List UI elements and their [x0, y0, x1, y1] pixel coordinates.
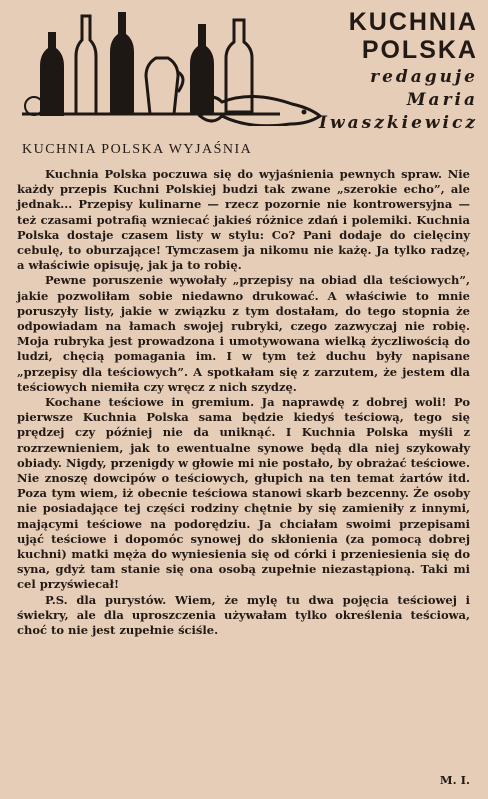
article-paragraph: Kochane teściowe in gremium. Ja naprawdę z dobrej woli! Po pierwsze Kuchnia Polska sama będzie kiedyś teściową, tego się prędzej czy później nie da uniknąć. I Kuchnia Polska myśli z rozrzewnieniem, jak to ewentualne synowe będą dla niej szykowały obiady. Nigdy, przenigdy w głowie mi nie postało, by obrażać teściowe. Nie znoszę dowcipów o teściowych, głupich na ten temat żartów itd. Poza tym wiem, iż obecnie teściowa stanowi skarb bezcenny. Że osoby nie posiadające tej części rodziny chętnie by się zamieniły z innymi, mającymi teściowe na podorędziu. Ja chciałam swoimi przepisami ująć teściowe i dopomóc synowej do skłonienia (za pomocą dobrej kuchni) matki męża do wyniesienia się od córki i przeniesienia się do syna, gdyż tam stanie się ona osobą zupełnie niezastąpioną. Taki mi cel przyświecał! — [17, 395, 470, 592]
article-subtitle: KUCHNIA POLSKA WYJAŚNIA — [22, 142, 253, 157]
column-header — [12, 0, 488, 150]
editor-last-name: Iwaszkiewicz — [319, 113, 478, 133]
editor-first-name: Maria — [406, 90, 478, 110]
article-body — [17, 167, 470, 638]
article-paragraph: Pewne poruszenie wywołały „przepisy na obiad dla teściowych”, jakie pozwoliłam sobie niedawno drukować. A właściwie to mnie poruszyły listy, jakie w związku z tym dostałam, do tego stopnia że odpowiadam na łamach swojej rubryki, czego zazwyczaj nie robię. Moja rubryka jest prowadzona i umotywowana wielką życzliwością do ludzi, chęcią pomagania im. I w tym też duchu były napisane „przepisy dla teściowych”. A spotkałam się z zarzutem, że jestem dla teściowych niemiła czy wręcz z nich szydzę. — [17, 273, 470, 394]
column-title-line2: POLSKA — [361, 36, 478, 64]
column-title-line1: KUCHNIA — [348, 8, 478, 36]
bottles-fish-illustration-icon — [22, 6, 342, 126]
column-title-block — [318, 8, 478, 135]
article-paragraph: P.S. dla purystów. Wiem, że mylę tu dwa pojęcia teściowej i świekry, ale dla uproszczenia używałam tylko określenia teściowa, choć to nie jest zupełnie ściśle. — [17, 592, 470, 638]
article-paragraph: Kuchnia Polska poczuwa się do wyjaśnienia pewnych spraw. Nie każdy przepis Kuchni Polskiej budzi tak zwane „szerokie echo”, ale jednak... Przepisy kulinarne — rzecz pozornie nie kontrowersyjna — też czasami potrafią wzniecać jakieś różnice zdań i polemiki. Kuchnia Polska dostaje czasem listy w stylu: Co? Pani dodaje do cielęciny cebulę, to oburzające! Tymczasem ja nikomu nie każę. Ja tylko radzę, a właściwie opisuję, jak ja to robię. — [17, 167, 470, 273]
editor-label: redaguje — [370, 67, 478, 87]
author-signature: M. I. — [439, 773, 470, 787]
